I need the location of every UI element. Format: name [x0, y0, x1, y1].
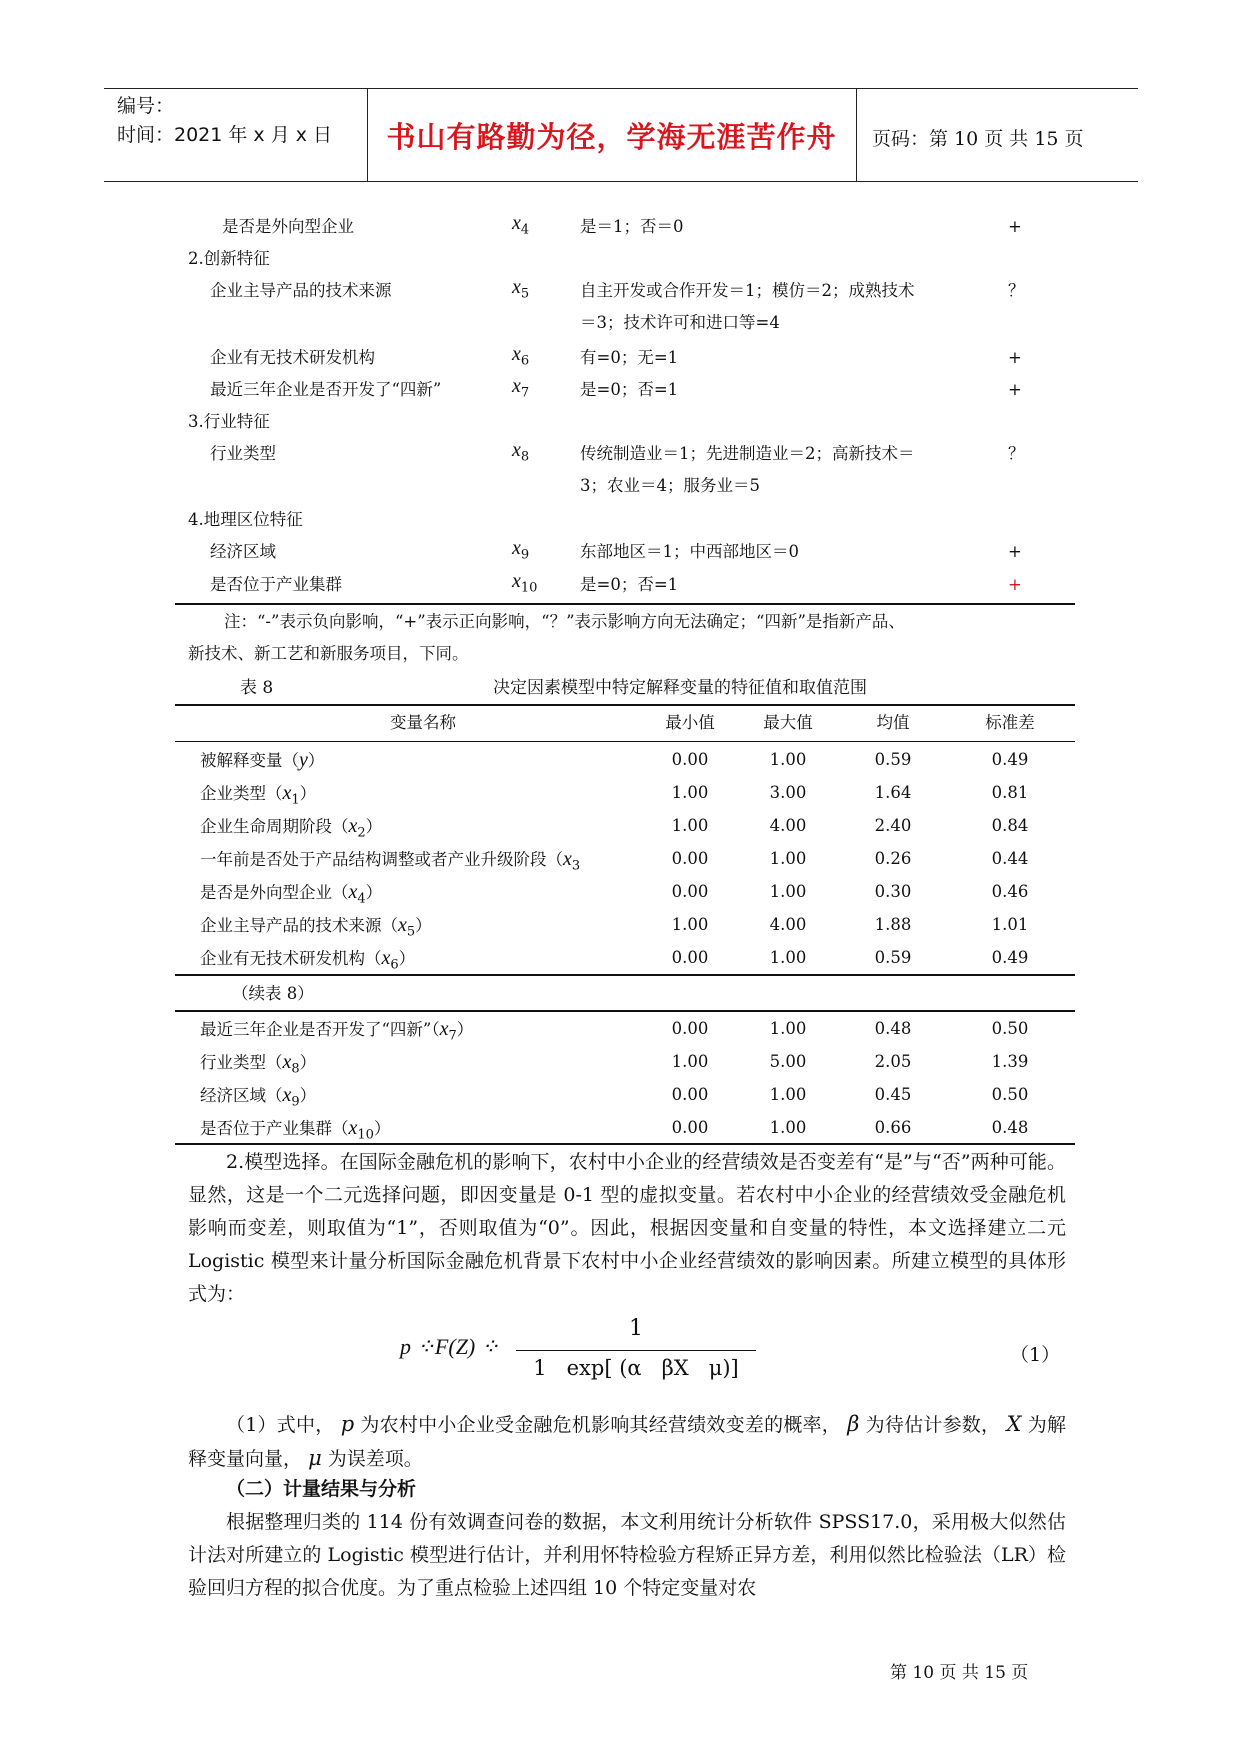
table7-variable-name: 是否位于产业集群: [210, 575, 342, 594]
table7-expected-sign: ？: [1008, 281, 1025, 300]
table8-cell-max: 4.00: [769, 915, 807, 934]
equation-fraction-bar: [516, 1350, 756, 1351]
header-top-rule: [104, 88, 1138, 89]
variable-subscript: 7: [520, 385, 530, 401]
table8-row: [188, 744, 1068, 776]
variable-letter: x: [512, 212, 521, 234]
equation-lhs: p ⁘F(Z) ⁘: [400, 1334, 500, 1359]
variable-label: 是否是外向型企业（: [200, 883, 349, 902]
value-coding-line1: 有=0；无=1: [580, 348, 679, 367]
header-bottom-rule: [104, 181, 1138, 182]
paragraph-model-selection: 2.模型选择。在国际金融危机的影响下，农村中小企业的经营绩效是否变差有“是”与“否”两种可能。显然，这是一个二元选择问题，即因变量是 0-1 型的虚拟变量。若农村中小企业的经营绩效受金融危机影响而变差，则取值为“1”，否则取值为“0”。因此，根据因变量和自变量的特性，本文选择建立二元 Logistic 模型来计量分析国际金融危机背景下农村中小企业经营绩效的影响因素。所建立模型的具体形式为：: [188, 1151, 1066, 1305]
table7-bottom-rule: [175, 603, 1075, 605]
table8-row: [188, 876, 1068, 908]
table7-variable-name: 经济区域: [210, 542, 276, 561]
table7-note: [188, 606, 1068, 670]
variable-letter: x: [512, 343, 521, 365]
value-coding-line2: 3；农业＝4；服务业＝5: [580, 476, 760, 495]
value-coding-line1: 自主开发或合作开发＝1；模仿＝2；成熟技术: [580, 281, 915, 300]
symbol-mu: μ: [308, 1446, 322, 1470]
table8-cell-sd: 0.81: [991, 783, 1029, 802]
table8-cell-min: 0.00: [671, 1019, 709, 1038]
table8-cell-min: 0.00: [671, 948, 709, 967]
variable-label: 企业生命周期阶段（: [200, 817, 349, 836]
table7-variable-symbol: [512, 211, 529, 243]
variable-letter: x: [282, 782, 292, 804]
table7-variable-symbol: [512, 275, 529, 307]
equation-left: [400, 1334, 499, 1360]
table8-continued-rule: [175, 1010, 1075, 1012]
table8-cell-sd: 0.48: [991, 1118, 1029, 1137]
table7-expected-sign: ？: [1008, 444, 1025, 463]
equation-numerator: 1: [629, 1316, 643, 1341]
variable-label-close: ）: [415, 916, 432, 935]
table7-value-coding: [580, 211, 684, 243]
table7-expected-sign: +: [1008, 380, 1022, 399]
document-time-label: 时间：2021 年 x 月 x 日: [117, 124, 333, 146]
table8-header-cell: 标准差: [985, 713, 1035, 732]
value-coding-line1: 传统制造业＝1；先进制造业＝2；高新技术＝: [580, 444, 915, 463]
table7-variable-symbol: [512, 374, 529, 406]
variable-subscript: 8: [291, 1061, 300, 1077]
table7-expected-sign: +: [1008, 575, 1022, 594]
symbol-X: X: [1006, 1412, 1022, 1436]
variable-letter: x: [348, 1117, 358, 1139]
table8-cell-mean: 1.88: [874, 915, 912, 934]
variable-subscript: 6: [390, 957, 399, 973]
table8-cell-mean: 2.40: [874, 816, 912, 835]
variable-subscript: 8: [520, 449, 530, 465]
table8-header-cell: 最小值: [665, 713, 715, 732]
table7-variable-name: 企业有无技术研发机构: [210, 348, 375, 367]
para2-text-e: 为误差项。: [327, 1448, 423, 1470]
table8-cell-max: 4.00: [769, 816, 807, 835]
variable-label-close: ）: [299, 1086, 317, 1105]
variable-subscript: 2: [357, 825, 366, 841]
table8-cell-sd: 0.49: [991, 750, 1029, 769]
para2-text-c: 为待估计参数，: [865, 1414, 1001, 1436]
table8-cell-max: 1.00: [769, 948, 807, 967]
variable-letter: x: [512, 375, 521, 397]
table8-cell-mean: 0.59: [874, 948, 912, 967]
variable-letter: y: [299, 749, 308, 771]
variable-letter: x: [512, 276, 521, 298]
value-coding-line1: 是＝1；否＝0: [580, 217, 684, 236]
table7-value-coding: [580, 374, 678, 406]
table7-variable-symbol: [512, 438, 529, 470]
table8-cell-sd: 1.39: [991, 1052, 1029, 1071]
header-divider-right: [856, 88, 857, 182]
variable-subscript: 10: [357, 1127, 374, 1143]
header-page-label: 页码：第 10 页 共 15 页: [872, 128, 1084, 150]
document-number-label: 编号：: [117, 95, 175, 117]
table7-variable-name: 行业类型: [210, 444, 276, 463]
table7-group-heading: 3.行业特征: [188, 412, 270, 431]
equation-number: （1）: [1010, 1344, 1061, 1366]
variable-subscript: 4: [520, 222, 530, 238]
variable-label: 行业类型（: [200, 1053, 283, 1072]
value-coding-line2: ＝3；技术许可和进口等=4: [580, 313, 780, 332]
table8-cell-min: 0.00: [671, 750, 709, 769]
variable-subscript: 7: [448, 1028, 457, 1044]
table8-row: [188, 1079, 1068, 1111]
table7-variable-symbol: [512, 569, 537, 601]
table7-variable-name: 最近三年企业是否开发了“四新”: [210, 380, 442, 399]
variable-label: 最近三年企业是否开发了“四新”（: [200, 1020, 440, 1039]
variable-letter: x: [512, 570, 521, 592]
variable-label: 被解释变量（: [200, 751, 299, 770]
table7-note-line2: 新技术、新工艺和新服务项目，下同。: [188, 644, 469, 663]
table8-cell-min: 0.00: [671, 882, 709, 901]
variable-label: 企业类型（: [200, 784, 283, 803]
variable-letter: x: [282, 1051, 292, 1073]
table8-header-cell: 变量名称: [390, 713, 456, 732]
variable-letter: x: [563, 848, 572, 870]
table7-variable-symbol: [512, 342, 529, 374]
variable-letter: x: [381, 947, 391, 969]
table8-cell-mean: 2.05: [874, 1052, 912, 1071]
table8-cell-min: 0.00: [671, 849, 709, 868]
table8-cell-min: 1.00: [671, 783, 709, 802]
variable-letter: x: [282, 1084, 292, 1106]
table7-variable-name: 企业主导产品的技术来源: [210, 281, 392, 300]
table8-cell-sd: 1.01: [991, 915, 1029, 934]
table8-row: [188, 777, 1068, 809]
value-coding-line1: 是=0；否=1: [580, 575, 679, 594]
value-coding-line1: 东部地区＝1；中西部地区＝0: [580, 542, 799, 561]
table8-cell-max: 1.00: [769, 849, 807, 868]
variable-label: 企业有无技术研发机构（: [200, 949, 382, 968]
variable-subscript: 3: [571, 858, 581, 874]
table8-cell-min: 0.00: [671, 1118, 709, 1137]
table8-row: [188, 1046, 1068, 1078]
table8-row: [188, 1013, 1068, 1045]
footer-page-number: 第 10 页 共 15 页: [890, 1663, 1029, 1683]
table7-note-line1: 注：“-”表示负向影响，“+”表示正向影响，“？”表示影响方向无法确定；“四新”是指新产品、: [224, 612, 905, 631]
table8-cell-max: 1.00: [769, 1019, 807, 1038]
table8-cell-mean: 1.64: [874, 783, 912, 802]
variable-letter: x: [348, 881, 358, 903]
table7-expected-sign: +: [1008, 542, 1022, 561]
header-left: [117, 92, 332, 150]
paragraph-results: 根据整理归类的 114 份有效调查问卷的数据，本文利用统计分析软件 SPSS17.0，采用极大似然估计法对所建立的 Logistic 模型进行估计，并利用怀特检验方程矫正异方差，利用似然比检验法（LR）检验回归方程的拟合优度。为了重点检验上述四组 10 个特定变量对农: [188, 1511, 1066, 1599]
table8-cell-max: 1.00: [769, 1085, 807, 1104]
table8-header-cell: 均值: [876, 713, 910, 732]
variable-letter: x: [512, 439, 521, 461]
table8-cell-mean: 0.66: [874, 1118, 912, 1137]
variable-label-close: ）: [456, 1020, 474, 1039]
table8-row: [188, 810, 1068, 842]
table8-cell-sd: 0.50: [991, 1085, 1029, 1104]
table8-cell-min: 0.00: [671, 1085, 709, 1104]
variable-subscript: 9: [520, 547, 530, 563]
variable-subscript: 10: [520, 580, 538, 596]
variable-subscript: 5: [406, 924, 416, 940]
para2-text-a: （1）式中，: [226, 1414, 335, 1436]
table8-header-row: [188, 707, 1068, 739]
variable-letter: x: [348, 815, 358, 837]
table8-cell-mean: 0.26: [874, 849, 912, 868]
variable-label-close: ）: [365, 883, 383, 902]
table7-group-heading: 2.创新特征: [188, 249, 270, 268]
variable-label-close: ）: [373, 1119, 391, 1138]
variable-subscript: 6: [520, 353, 530, 369]
section-heading-results: （二）计量结果与分析: [226, 1478, 417, 1500]
table8-cell-sd: 0.49: [991, 948, 1029, 967]
table7-group-heading: 4.地理区位特征: [188, 510, 303, 529]
variable-letter: x: [512, 537, 521, 559]
table8-continued-label: （续表 8）: [232, 984, 314, 1003]
table8-header-cell: 最大值: [763, 713, 813, 732]
variable-label-close: ）: [299, 1053, 317, 1072]
table8-cell-max: 1.00: [769, 750, 807, 769]
table7-variable-symbol: [512, 536, 529, 568]
table8-cell-sd: 0.84: [991, 816, 1029, 835]
header-motto: 书山有路勤为径，学海无涯苦作舟: [386, 120, 837, 154]
table7-value-coding: [580, 438, 915, 502]
table8-title: 决定因素模型中特定解释变量的特征值和取值范围: [493, 678, 867, 698]
table8-cell-sd: 0.44: [991, 849, 1029, 868]
table7-expected-sign: +: [1008, 217, 1022, 236]
table8-header-rule: [175, 741, 1075, 742]
table8-cell-mean: 0.45: [874, 1085, 912, 1104]
variable-label: 经济区域（: [200, 1086, 283, 1105]
symbol-p: p: [340, 1412, 355, 1436]
variable-subscript: 9: [291, 1094, 300, 1110]
paragraph-equation-explanation: [188, 1408, 1066, 1476]
table8-cell-min: 1.00: [671, 1052, 709, 1071]
variable-label: 企业主导产品的技术来源（: [200, 916, 398, 935]
table8-break-rule: [175, 974, 1075, 976]
table7-value-coding: [580, 569, 678, 601]
table8-row: [188, 843, 1068, 875]
para2-text-b: 为农村中小企业受金融危机影响其经营绩效变差的概率，: [360, 1414, 841, 1436]
variable-label-close: ）: [398, 949, 416, 968]
variable-label: 是否位于产业集群（: [200, 1119, 349, 1138]
table8-bottom-rule: [175, 1143, 1075, 1145]
table8-cell-max: 1.00: [769, 1118, 807, 1137]
table8-cell-max: 5.00: [769, 1052, 807, 1071]
variable-subscript: 4: [357, 891, 366, 907]
para2-text-d: 为解释变量向量，: [188, 1414, 1066, 1470]
table7-expected-sign: +: [1008, 348, 1022, 367]
symbol-beta: β: [847, 1412, 860, 1436]
equation-denominator: 1 exp[ (α βX μ)]: [533, 1356, 739, 1380]
table8-cell-min: 1.00: [671, 816, 709, 835]
table7-value-coding: [580, 275, 915, 339]
table7-value-coding: [580, 536, 799, 568]
variable-label-close: ）: [365, 817, 383, 836]
table8-row: [188, 909, 1068, 941]
table8-top-rule: [175, 704, 1075, 706]
table8-row: [188, 1112, 1068, 1144]
variable-subscript: 5: [520, 286, 530, 302]
table8-cell-mean: 0.30: [874, 882, 912, 901]
table8-cell-min: 1.00: [671, 915, 709, 934]
table8-label: 表 8: [240, 678, 274, 698]
table8-cell-sd: 0.46: [991, 882, 1029, 901]
table8-cell-sd: 0.50: [991, 1019, 1029, 1038]
table8-cell-max: 1.00: [769, 882, 807, 901]
value-coding-line1: 是=0；否=1: [580, 380, 679, 399]
table8-cell-mean: 0.48: [874, 1019, 912, 1038]
table7-value-coding: [580, 342, 678, 374]
variable-letter: x: [439, 1018, 449, 1040]
variable-label-close: ）: [299, 784, 317, 803]
table7-variable-name: 是否是外向型企业: [222, 217, 354, 236]
table8-cell-mean: 0.59: [874, 750, 912, 769]
variable-letter: x: [398, 914, 407, 936]
variable-label: 一年前是否处于产品结构调整或者产业升级阶段（: [200, 850, 563, 869]
variable-label-close: ）: [307, 751, 325, 770]
table8-cell-max: 3.00: [769, 783, 807, 802]
variable-subscript: 1: [291, 792, 300, 808]
table8-row: [188, 942, 1068, 974]
